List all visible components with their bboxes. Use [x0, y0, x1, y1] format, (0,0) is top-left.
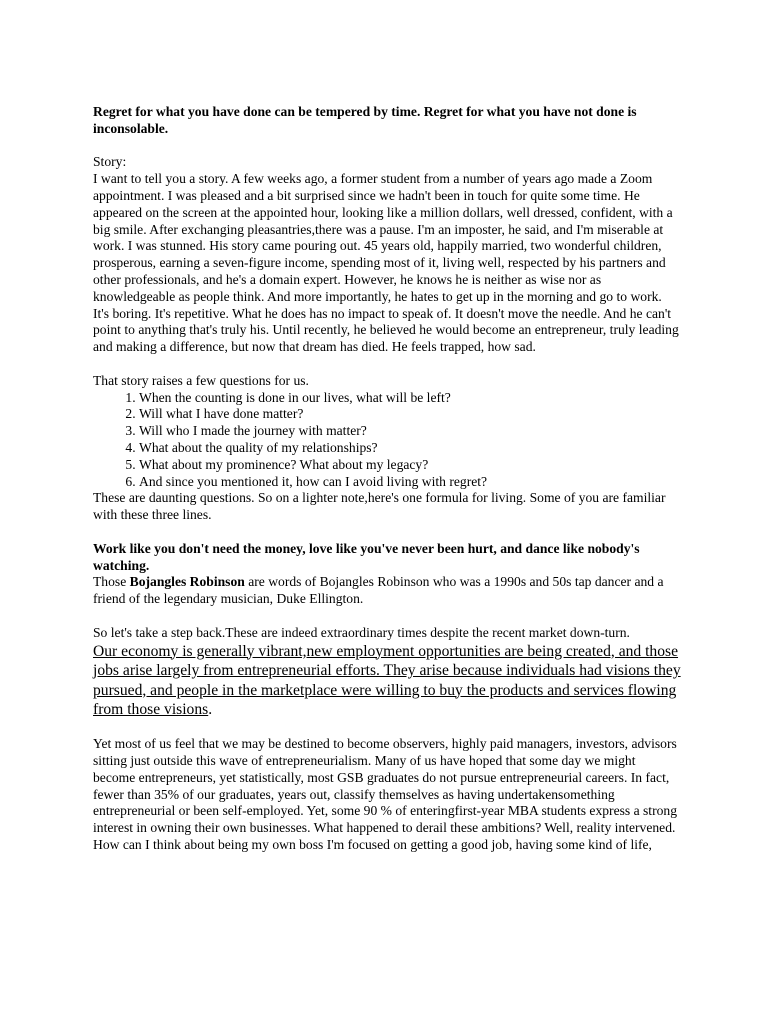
attribution-suffix: are words of Bojangles Robinson who was a 1990s and 50s tap dancer and a friend of the legendary musician, Duke Ellington. [93, 574, 664, 607]
document-page [93, 104, 681, 854]
attribution-prefix: Those [93, 574, 130, 590]
attribution-name: Bojangles Robinson [129, 574, 245, 590]
quote: Work like you don't need the money, love like you've never been hurt, and dance like nobody's watching. [93, 540, 640, 573]
attribution [93, 574, 681, 608]
closing-paragraph: Yet most of us feel that we may be destined to become observers, highly paid managers, investors, advisors sitting just outside this wave of entrepreneurialism. Many of us have hoped that some day we might become entrepreneurs, yet statistically, most GSB graduates do not pursue entrepreneurial careers. In fact, fewer than 35% of our graduates, years out, classify themselves as having undertakensomething entrepreneurial or been self-employed. Yet, some 90 % of enteringfirst-year MBA students express a strong interest in owning their own businesses. What happened to derail these ambitions? Well, reality intervened. How can I think about being my own boss I'm focused on getting a good job, having some kind of life, [93, 736, 677, 853]
heading: Regret for what you have done can be tempered by time. Regret for what you have not done is inconsolable. [93, 104, 637, 136]
spacer [93, 356, 681, 373]
list-item: 3. Will who I made the journey with matter? [139, 423, 681, 440]
spacer [93, 720, 681, 737]
list-item: 6. And since you mentioned it, how can I avoid living with regret? [139, 474, 681, 491]
after-questions-paragraph: These are daunting questions. So on a lighter note,here's one formula for living. Some of you are familiar with these three lines. [93, 490, 666, 523]
spacer [93, 524, 681, 541]
economy-tail: . [208, 701, 213, 718]
questions-intro: That story raises a few questions for us. [93, 372, 309, 388]
list-item: 4. What about the quality of my relationships? [139, 440, 681, 457]
story-label: Story: [93, 154, 127, 170]
step-back-paragraph: So let's take a step back.These are indeed extraordinary times despite the recent market down-turn. [93, 624, 630, 640]
list-item: 5. What about my prominence? What about my legacy? [139, 457, 681, 474]
economy-text: Our economy is generally vibrant,new employment opportunities are being created, and those jobs arise largely from entrepreneurial efforts. They arise because individuals had visions they pursued, and people in the marketplace were willing to buy the products and services flowing from those visions [93, 642, 681, 718]
spacer [93, 608, 681, 625]
story-paragraph: I want to tell you a story. A few weeks ago, a former student from a number of years ago made a Zoom appointment. I was pleased and a bit surprised since we hadn't been in touch for quite some time. He appeared on the screen at the appointed hour, looking like a million dollars, well dressed, confident, with a big smile. After exchanging pleasantries,there was a pause. I'm an imposter, he said, and I'm miserable at work. I was stunned. His story came pouring out. 45 years old, happily married, two wonderful children, prosperous, earning a seven-figure income, spending most of it, living well, respected by his partners and other professionals, and he's a domain expert. However, he knows he is neither as wise nor as knowledgeable as people think. And more importantly, he hates to get up in the morning and go to work. It's boring. It's repetitive. What he does has no impact to speak of. It doesn't move the needle. And he can't point to anything that's truly his. Until recently, he believed he would become an entrepreneur, truly leading and making a difference, but now that dream has died. He feels trapped, how sad. [93, 171, 679, 355]
questions-list [93, 390, 681, 491]
spacer [93, 138, 681, 155]
list-item: 1. When the counting is done in our lives, what will be left? [139, 390, 681, 407]
list-item: 2. Will what I have done matter? [139, 406, 681, 423]
economy-paragraph [93, 642, 681, 720]
